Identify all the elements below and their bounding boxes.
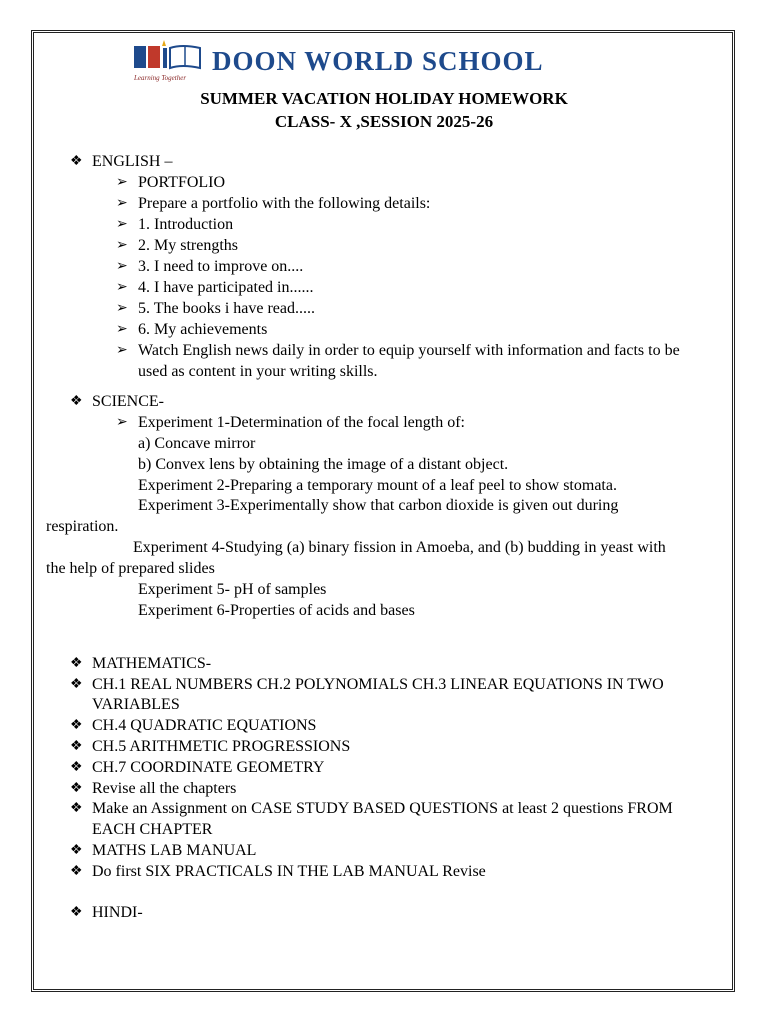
science-line: Experiment 6-Properties of acids and bases bbox=[138, 602, 415, 619]
mathematics-item: Do first SIX PRACTICALS IN THE LAB MANUAL Revise bbox=[92, 863, 486, 880]
document-title: SUMMER VACATION HOLIDAY HOMEWORK bbox=[200, 89, 568, 108]
arrow-bullet-icon: ➢ bbox=[116, 415, 128, 430]
mathematics-item: CH.5 ARITHMETIC PROGRESSIONS bbox=[92, 738, 351, 755]
science-line: Experiment 5- pH of samples bbox=[138, 581, 327, 598]
arrow-bullet-icon: ➢ bbox=[116, 217, 128, 232]
science-line: Experiment 2-Preparing a temporary mount of a leaf peel to show stomata. bbox=[138, 477, 617, 494]
school-tagline: Learning Together bbox=[134, 74, 187, 82]
diamond-bullet-icon: ❖ bbox=[70, 154, 83, 169]
english-item: PORTFOLIO bbox=[138, 174, 226, 191]
arrow-bullet-icon: ➢ bbox=[116, 322, 128, 337]
science-line: Experiment 1-Determination of the focal length of: bbox=[138, 414, 465, 431]
english-item: 6. My achievements bbox=[138, 321, 268, 338]
english-item: 4. I have participated in...... bbox=[138, 279, 314, 296]
mathematics-item: MATHS LAB MANUAL bbox=[92, 842, 257, 859]
diamond-bullet-icon: ❖ bbox=[70, 905, 83, 920]
science-line: Experiment 3-Experimentally show that carbon dioxide is given out during bbox=[138, 497, 619, 514]
diamond-bullet-icon: ❖ bbox=[70, 718, 83, 733]
diamond-bullet-icon: ❖ bbox=[70, 739, 83, 754]
diamond-bullet-icon: ❖ bbox=[70, 394, 83, 409]
english-item: Prepare a portfolio with the following details: bbox=[138, 195, 431, 212]
school-logo bbox=[132, 38, 642, 84]
arrow-bullet-icon: ➢ bbox=[116, 280, 128, 295]
english-item: 5. The books i have read..... bbox=[138, 300, 315, 317]
diamond-bullet-icon: ❖ bbox=[70, 677, 83, 692]
diamond-bullet-icon: ❖ bbox=[70, 843, 83, 858]
science-heading: SCIENCE- bbox=[92, 393, 164, 410]
english-item: 1. Introduction bbox=[138, 216, 234, 233]
document-subtitle: CLASS- X ,SESSION 2025-26 bbox=[274, 112, 494, 131]
english-heading: ENGLISH – bbox=[92, 153, 173, 170]
science-line: respiration. bbox=[46, 518, 119, 535]
mathematics-item: Make an Assignment on CASE STUDY BASED QUESTIONS at least 2 questions FROM bbox=[92, 800, 673, 817]
diamond-bullet-icon: ❖ bbox=[70, 760, 83, 775]
arrow-bullet-icon: ➢ bbox=[116, 196, 128, 211]
english-item-continued: used as content in your writing skills. bbox=[138, 363, 378, 380]
school-name: DOON WORLD SCHOOL bbox=[212, 46, 544, 76]
science-line: Experiment 4-Studying (a) binary fission in Amoeba, and (b) budding in yeast with bbox=[133, 539, 666, 556]
mathematics-item: Revise all the chapters bbox=[92, 780, 237, 797]
arrow-bullet-icon: ➢ bbox=[116, 238, 128, 253]
diamond-bullet-icon: ❖ bbox=[70, 656, 83, 671]
english-item: 3. I need to improve on.... bbox=[138, 258, 304, 275]
mathematics-item-continued: EACH CHAPTER bbox=[92, 821, 213, 838]
arrow-bullet-icon: ➢ bbox=[116, 343, 128, 358]
english-item: 2. My strengths bbox=[138, 237, 238, 254]
hindi-heading: HINDI- bbox=[92, 904, 143, 921]
science-line: b) Convex lens by obtaining the image of a distant object. bbox=[138, 456, 509, 473]
science-line: a) Concave mirror bbox=[138, 435, 256, 452]
science-line: the help of prepared slides bbox=[46, 560, 215, 577]
arrow-bullet-icon: ➢ bbox=[116, 301, 128, 316]
mathematics-item: CH.1 REAL NUMBERS CH.2 POLYNOMIALS CH.3 LINEAR EQUATIONS IN TWO bbox=[92, 676, 664, 693]
arrow-bullet-icon: ➢ bbox=[116, 175, 128, 190]
diamond-bullet-icon: ❖ bbox=[70, 781, 83, 796]
mathematics-heading: MATHEMATICS- bbox=[92, 655, 212, 672]
arrow-bullet-icon: ➢ bbox=[116, 259, 128, 274]
mathematics-item: CH.4 QUADRATIC EQUATIONS bbox=[92, 717, 317, 734]
mathematics-item: CH.7 COORDINATE GEOMETRY bbox=[92, 759, 325, 776]
diamond-bullet-icon: ❖ bbox=[70, 801, 83, 816]
diamond-bullet-icon: ❖ bbox=[70, 864, 83, 879]
mathematics-item-continued: VARIABLES bbox=[92, 696, 180, 713]
english-item: Watch English news daily in order to equip yourself with information and facts to be bbox=[138, 342, 680, 359]
